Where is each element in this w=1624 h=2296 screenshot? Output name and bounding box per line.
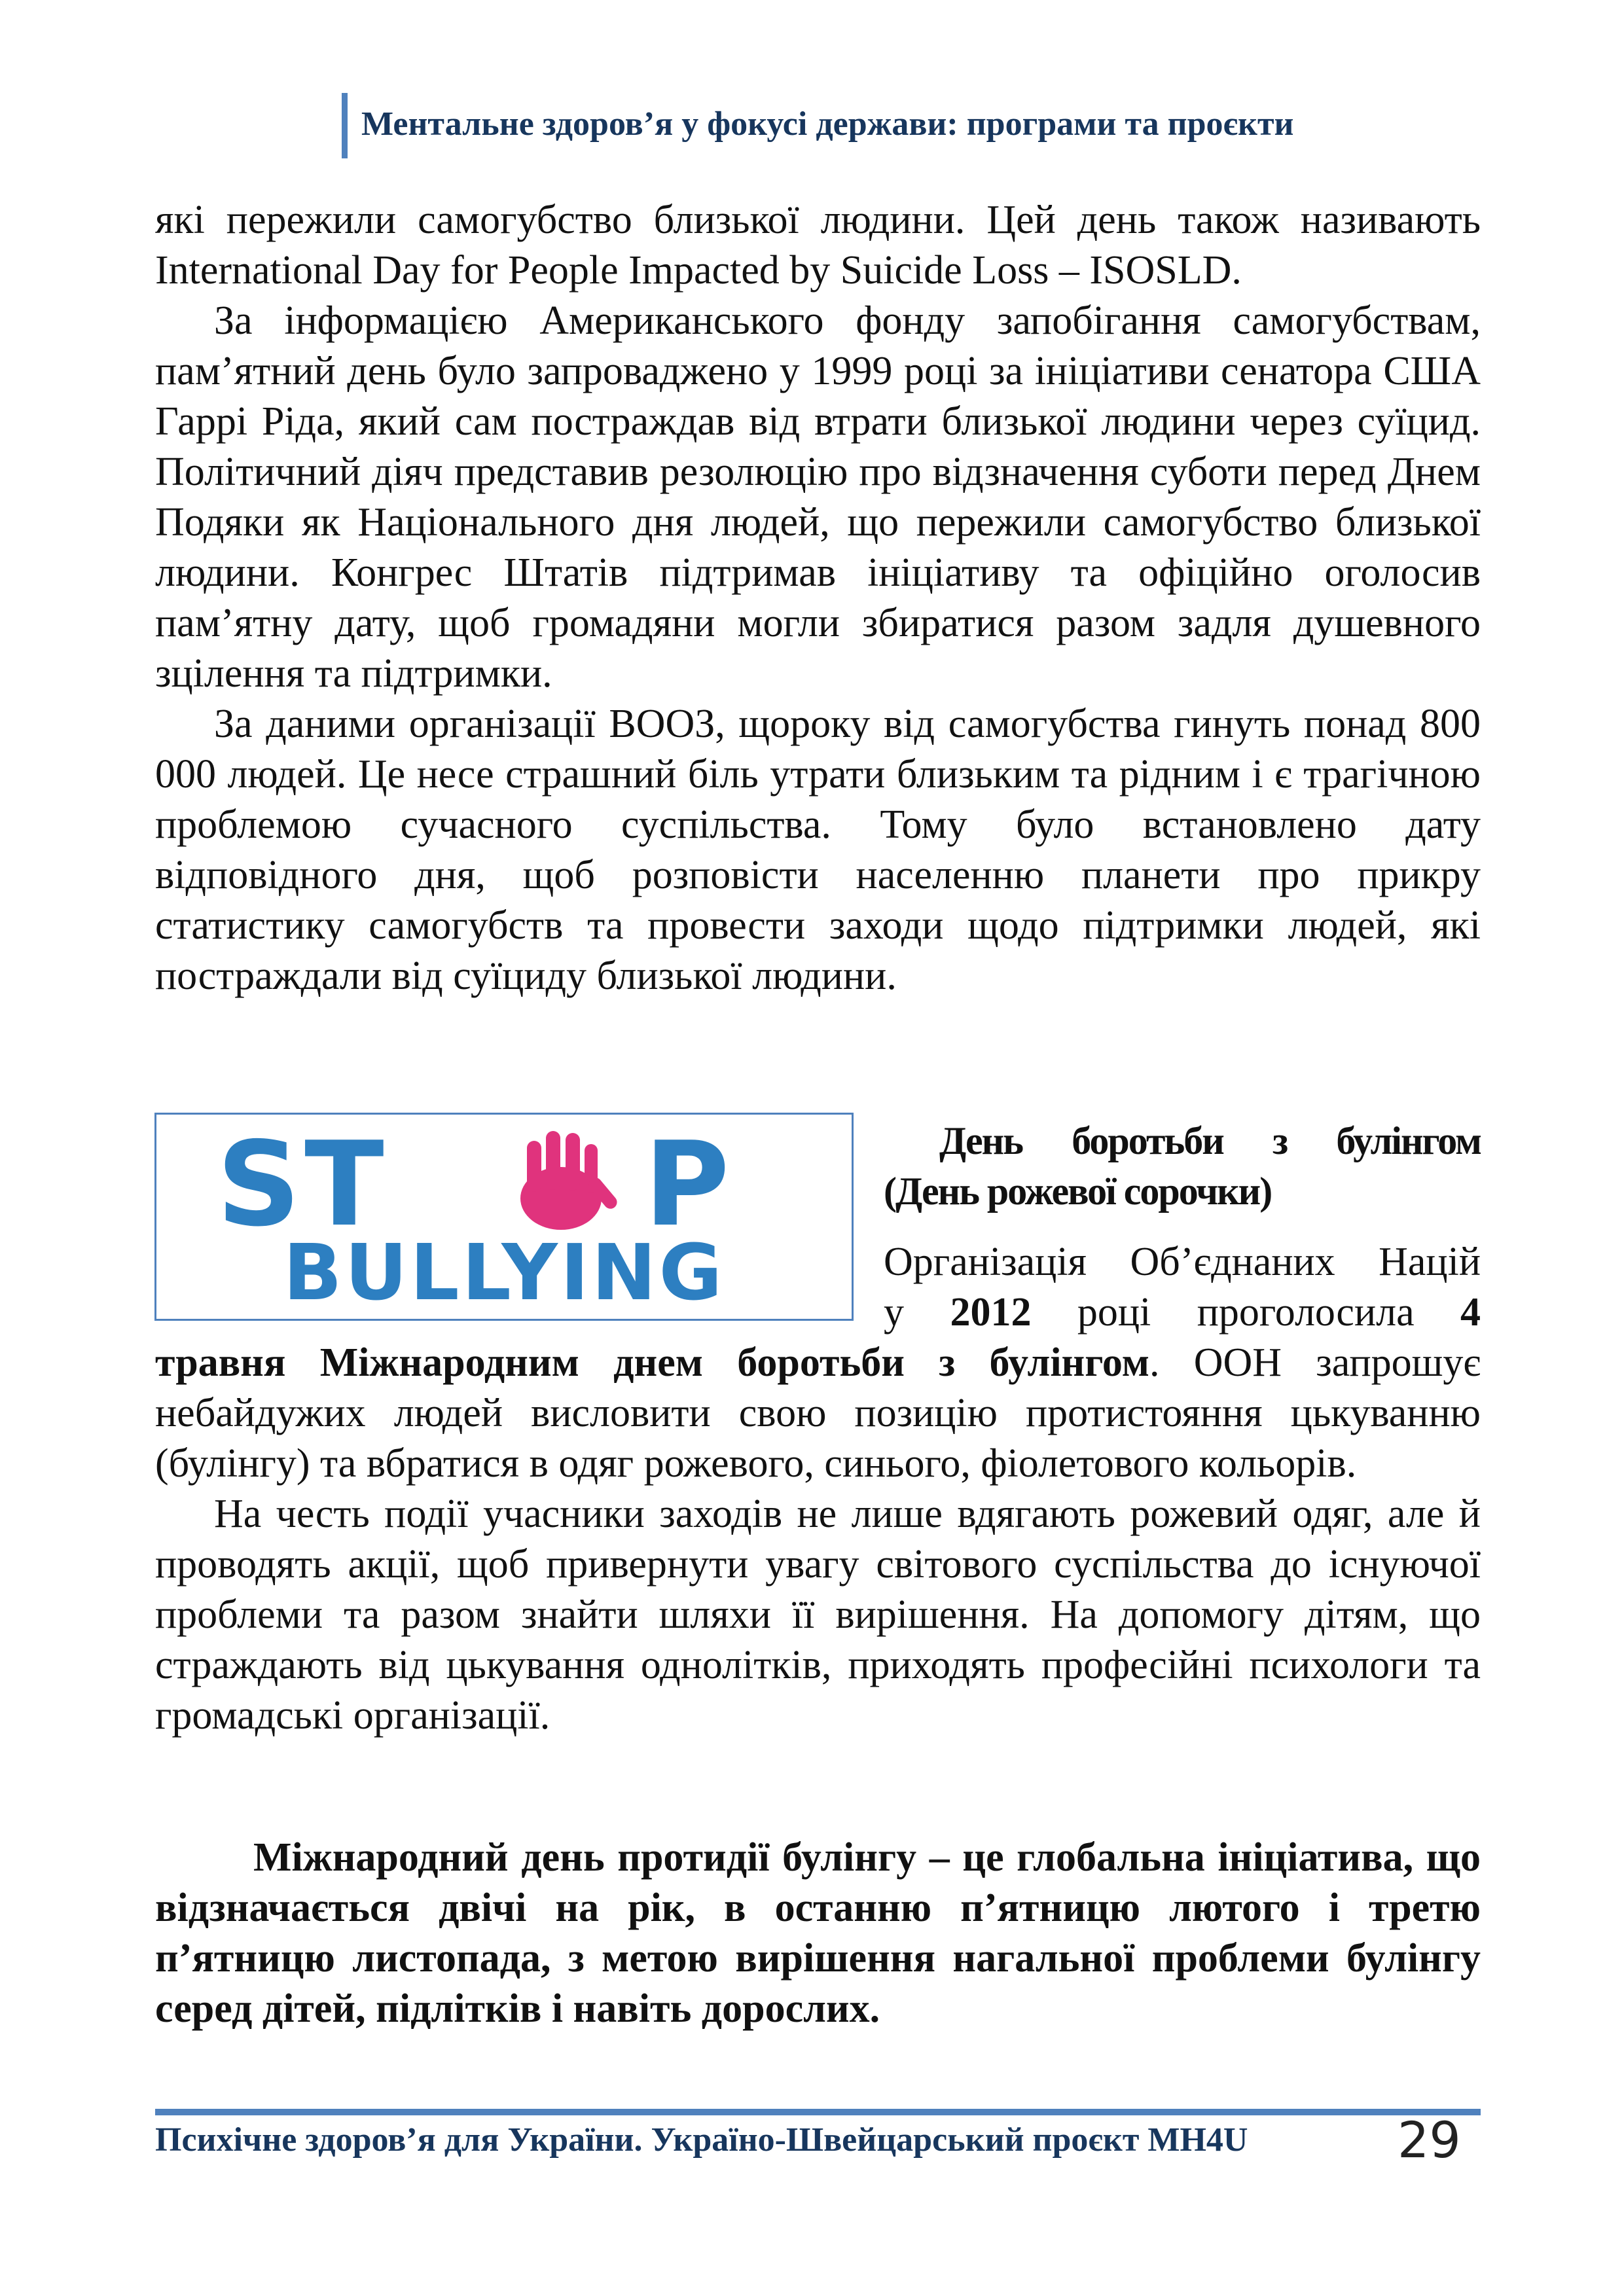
- intro-line2: у 2012 році проголосила 4: [884, 1290, 1481, 1335]
- page-number: 29: [1398, 2111, 1461, 2169]
- section-intro: [884, 1237, 1481, 1338]
- paragraph-who-stats: За даними організації ВООЗ, щороку від самогубства гинуть понад 800 000 людей. Це несе страшний біль утрати близьким та рідним і є трагічною проблемою сучасного суспільства. Тому було встановлено дату відповідного дня, щоб розповісти населенню планети про прикру статистику самогубств та провести заходи щодо підтримки людей, які постраждали від суїциду близької людини.: [155, 702, 1481, 998]
- paragraph-un-declaration: [155, 1338, 1481, 1489]
- logo-st-text: ST: [217, 1117, 388, 1252]
- section-heading: [884, 1116, 1481, 1217]
- hand-print-icon: [520, 1131, 620, 1230]
- section-body: [155, 1338, 1481, 1741]
- section-heading-line2: (День рожевої сорочки): [884, 1170, 1272, 1213]
- stop-bullying-logo: [154, 1113, 854, 1321]
- bold-date-phrase: травня Міжнародним днем боротьби з булінгом: [155, 1340, 1149, 1385]
- section-heading-line1: День боротьби з булінгом: [939, 1119, 1481, 1162]
- footer-rule: [155, 2109, 1481, 2115]
- declaration-rest: . ООН запрошує небайдужих людей висловити свою позицію протистояння цькуванню (булінгу) та вбратися в одяг рожевого, синього, фіолетового кольорів.: [155, 1340, 1481, 1486]
- stop-bullying-image: [156, 1115, 852, 1319]
- paragraph-actions: На честь події учасники заходів не лише вдягають рожевий одяг, але й проводять акції, щоб привернути увагу світового суспільства до існуючої проблеми та разом знайти шляхи її вирішення. На допомогу дітям, що страждають від цькування однолітків, приходять професійні психологи та громадські організації.: [155, 1492, 1481, 1738]
- paragraph-continuation: які пережили самогубство близької людини. Цей день також називають International Day for People Impacted by Suicide Loss – ISOSLD.: [155, 198, 1481, 293]
- logo-bullying-text: BULLYING: [283, 1227, 725, 1318]
- footer-title: Психічне здоров’я для України. Україно-Швейцарський проєкт MH4U: [155, 2121, 1248, 2159]
- header-accent-bar: [342, 93, 348, 158]
- logo-p-text: P: [644, 1117, 730, 1252]
- paragraph-history: За інформацією Американського фонду запобігання самогубствам, пам’ятний день було запроваджено у 1999 році за ініціативи сенатора США Гаррі Ріда, який сам постраждав від втрати близької людини через суїцид. Політичний діяч представив резолюцію про відзначення суботи перед Днем Подяки як Національного дня людей, що пережили самогубство близької людини. Конгрес Штатів підтримав ініціативу та офіційно оголосив пам’ятну дату, щоб громадяни могли збиратися разом задля душевного зцілення та підтримки.: [155, 298, 1481, 696]
- intro-line1: Організація Об’єднаних Націй: [884, 1240, 1481, 1284]
- top-text-block: [155, 195, 1481, 1001]
- paragraph-international-day: Міжнародний день протидії булінгу – це глобальна ініціатива, що відзначається двічі на рік, в останню п’ятницю лютого і третю п’ятницю листопада, з метою вирішення нагальної проблеми булінгу серед дітей, підлітків і навіть дорослих.: [155, 1835, 1481, 2031]
- running-header: Ментальне здоров’я у фокусі держави: програми та проєкти: [361, 105, 1294, 143]
- bold-summary-block: [155, 1833, 1481, 2034]
